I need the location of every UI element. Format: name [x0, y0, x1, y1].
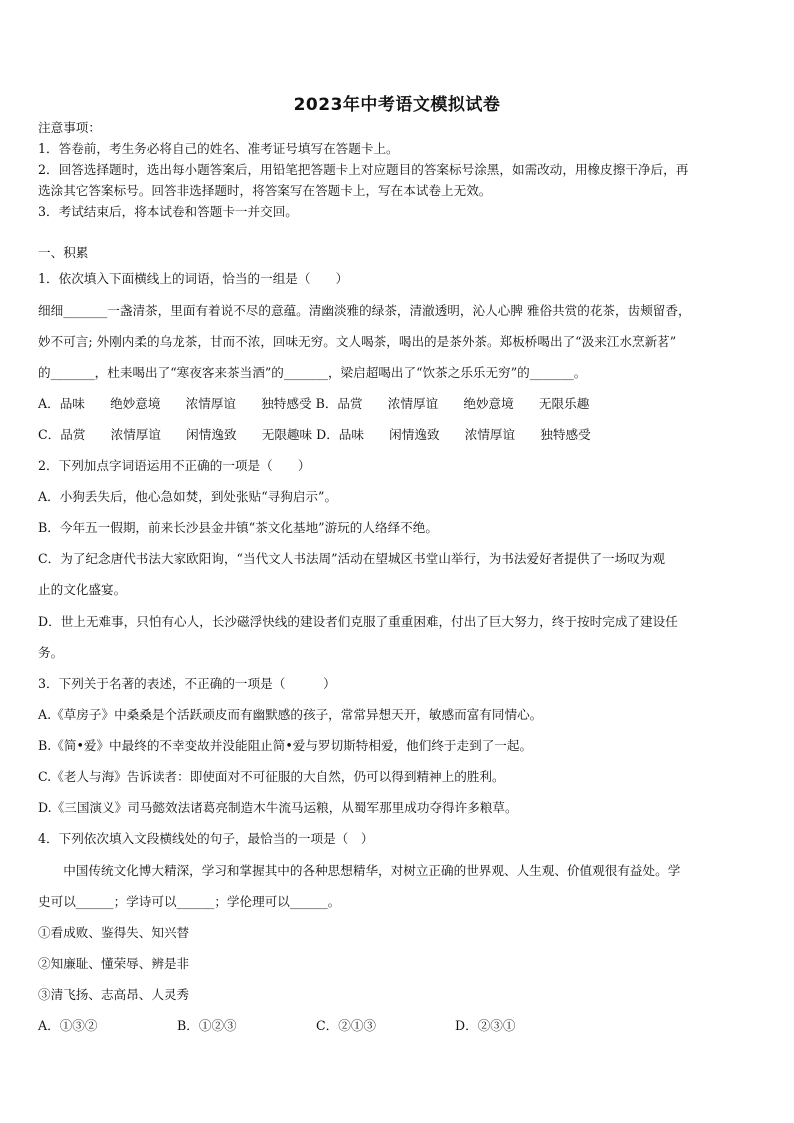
question-3-option-a: A.《草房子》中桑桑是个活跃顽皮而有幽默感的孩子，常常异想天开，敏感而富有同情心。 [38, 707, 543, 722]
notice-item: 3．考试结束后，将本试卷和答题卡一并交回。 [38, 204, 298, 219]
question-1-stem: 1．依次填入下面横线上的词语，恰当的一组是（ ） [38, 271, 349, 286]
question-3-option-c: C.《老人与海》告诉读者：即使面对不可征服的大自然，仍可以得到精神上的胜利。 [38, 769, 505, 784]
question-4-sentence-3: ③清飞扬、志高昂、人灵秀 [38, 987, 190, 1002]
question-2-option-c: C．为了纪念唐代书法大家欧阳询，“当代文人书法周”活动在望城区书堂山举行，为书法爱好者提供了一场叹为观 [38, 551, 666, 566]
question-4-option-b: B．①②③ [177, 1018, 237, 1033]
question-3-stem: 3．下列关于名著的表述，不正确的一项是（ ） [38, 676, 336, 691]
question-3-option-b: B.《简•爱》中最终的不幸变故并没能阻止简•爱与罗切斯特相爱，他们终于走到了一起。 [38, 738, 533, 753]
question-1-passage: 细细_______一盏清茶，里面有着说不尽的意蕴。清幽淡雅的绿茶，清澈透明，沁人心脾 雅俗共赏的花茶，齿颊留香， [38, 303, 691, 318]
question-2-stem: 2．下列加点字词语运用不正确的一项是（ ） [38, 458, 311, 473]
question-4-option-a: A．①③② [38, 1018, 98, 1033]
question-2-option-c-cont: 止的文化盛宴。 [38, 582, 127, 597]
notice-heading: 注意事项： [38, 120, 101, 135]
question-2-option-d-cont: 务。 [38, 645, 64, 660]
notice-item: 1．答卷前，考生务必将自己的姓名、准考证号填写在答题卡上。 [38, 141, 399, 156]
question-4-sentence-1: ①看成败、鉴得失、知兴替 [38, 925, 190, 940]
section-heading: 一、积累 [38, 245, 89, 260]
question-1-passage: 的_______，杜耒喝出了“寒夜客来茶当酒”的_______，梁启超喝出了“饮茶之乐乐无穷”的_______。 [38, 365, 587, 380]
notice-item: 选涂其它答案标号。回答非选择题时，将答案写在答题卡上，写在本试卷上无效。 [38, 183, 492, 198]
question-1-passage: 妙不可言; 外刚内柔的乌龙茶，甘而不浓，回味无穷。文人喝茶，喝出的是茶外茶。郑板桥喝出了“汲来江水烹新茗” [38, 334, 677, 349]
question-2-option-b: B．今年五一假期，前来长沙县金井镇“茶文化基地”游玩的人络绎不绝。 [38, 520, 438, 535]
question-4-option-c: C．②①③ [316, 1018, 377, 1033]
question-4-sentence-2: ②知廉耻、懂荣辱、辨是非 [38, 956, 190, 971]
question-4-options [38, 1017, 758, 1035]
notice-item: 2．回答选择题时，选出每小题答案后，用铅笔把答题卡上对应题目的答案标号涂黑，如需改动，用橡皮擦干净后，再 [38, 162, 689, 177]
question-4-option-d: D．②③① [455, 1018, 516, 1033]
question-3-option-d: D.《三国演义》司马懿效法诸葛亮制造木牛流马运粮，从蜀军那里成功夺得许多粮草。 [38, 800, 518, 815]
question-1-options-ab: A．品味 绝妙意境 浓情厚谊 独特感受 B．品赏 浓情厚谊 绝妙意境 无限乐趣 [38, 396, 590, 411]
question-2-option-a: A．小狗丢失后，他心急如焚，到处张贴“寻狗启示”。 [38, 489, 338, 504]
question-4-passage: 史可以______；学诗可以______；学伦理可以______。 [38, 894, 341, 909]
question-4-stem: 4．下列依次填入文段横线处的句子，最恰当的一项是（ ） [38, 831, 374, 846]
page-title: 2023年中考语文模拟试卷 [293, 95, 501, 115]
question-4-passage: 中国传统文化博大精深，学习和掌握其中的各种思想精华，对树立正确的世界观、人生观、价值观很有益处。学 [38, 863, 681, 878]
question-1-options-cd: C．品赏 浓情厚谊 闲情逸致 无限趣味 D．品味 闲情逸致 浓情厚谊 独特感受 [38, 427, 591, 442]
question-2-option-d: D．世上无难事，只怕有心人，长沙磁浮快线的建设者们克服了重重困难，付出了巨大努力，终于按时完成了建设任 [38, 614, 678, 629]
